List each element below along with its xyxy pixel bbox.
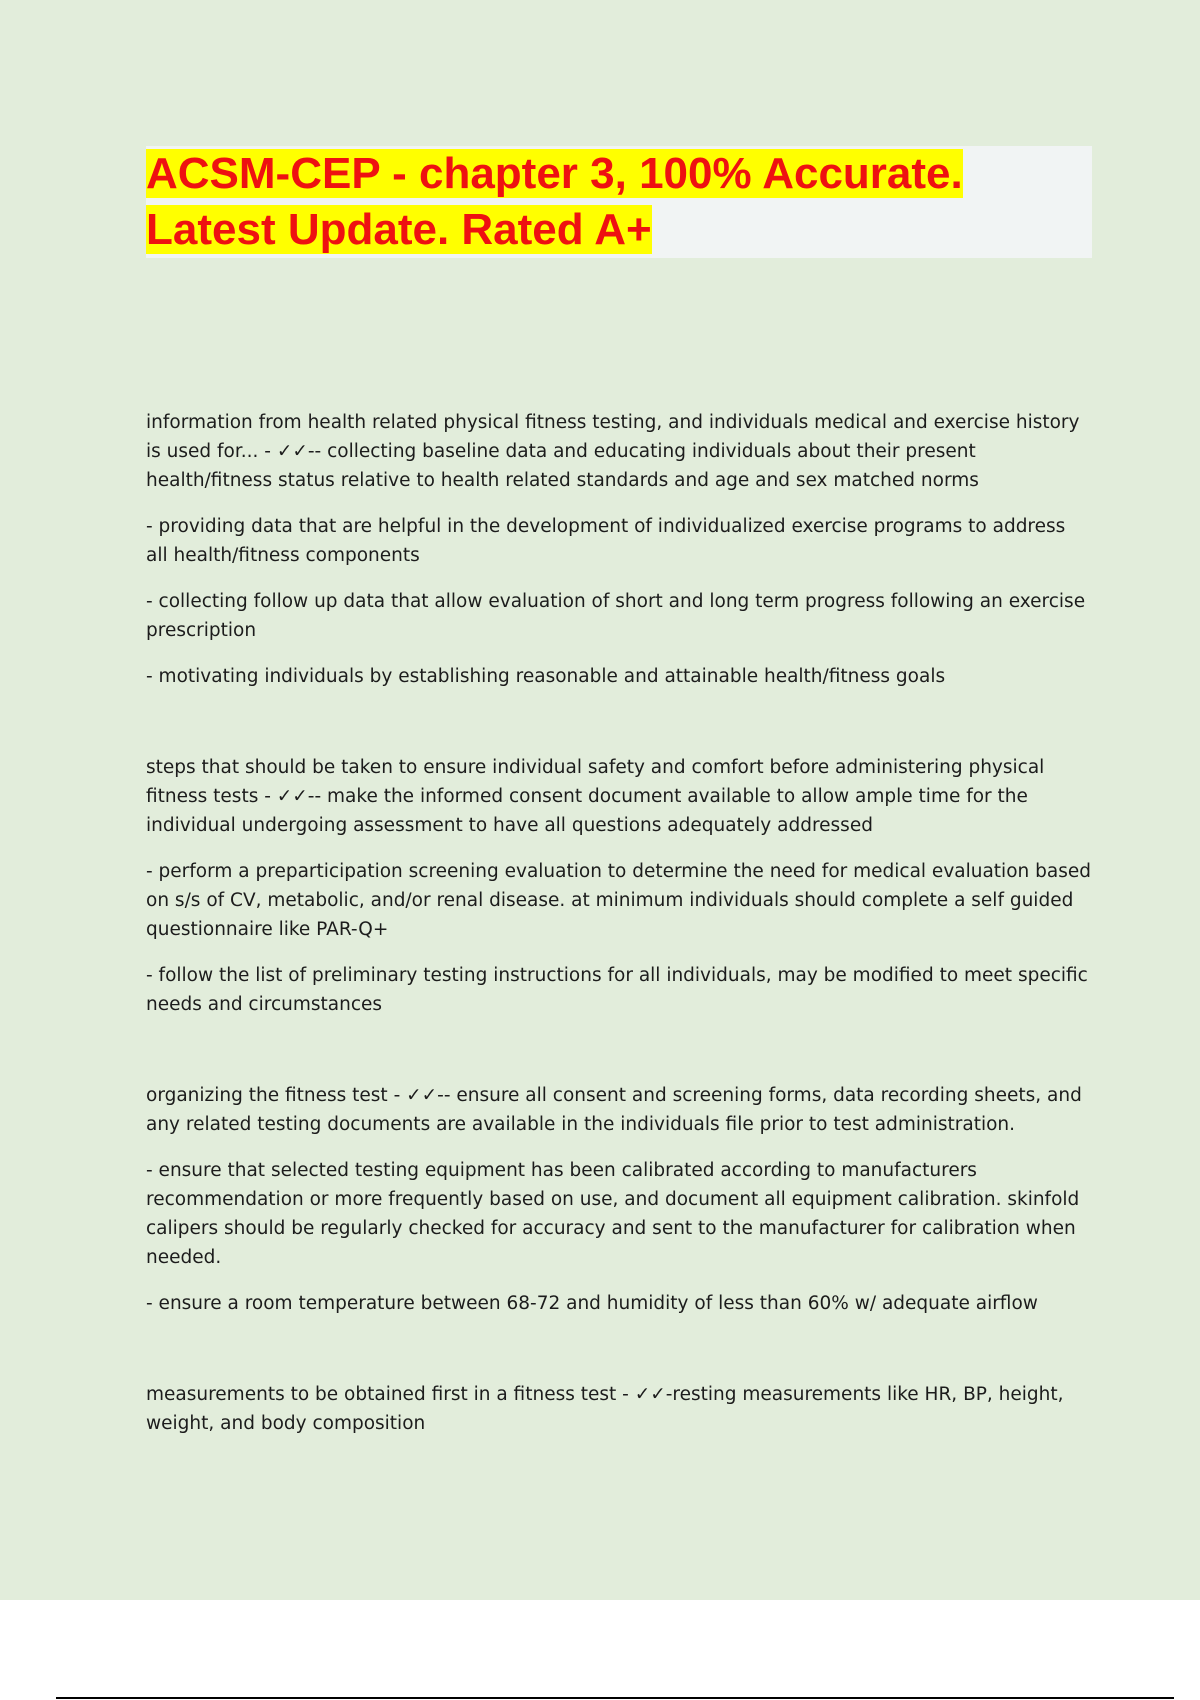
qa-entry xyxy=(146,1380,1092,1438)
qa-entry xyxy=(146,408,1092,691)
check-icon: ✓✓ xyxy=(406,1085,438,1106)
qa-question xyxy=(146,408,1092,495)
qa-question xyxy=(146,1081,1092,1139)
answer-bullet: - providing data that are helpful in the development of individualized exercise programs to address all health/fitness components xyxy=(146,516,1066,566)
question-text: steps that should be taken to ensure individual safety and comfort before administering physical fitness tests - xyxy=(146,757,1045,807)
footer-divider xyxy=(56,1697,1174,1699)
question-text: measurements to be obtained first in a fitness test - xyxy=(146,1384,635,1405)
document-title xyxy=(146,146,1086,258)
question-text: information from health related physical fitness testing, and individuals medical and exercise history is used for... - xyxy=(146,412,1080,462)
document-content xyxy=(146,408,1092,1500)
answer-bullet: - motivating individuals by establishing reasonable and attainable health/fitness goals xyxy=(146,666,946,687)
answer-text: -- collecting baseline data and educating individuals about their present health/fitness status relative to health related standards and age and sex matched norms xyxy=(146,441,979,491)
check-icon: ✓✓ xyxy=(634,1384,666,1405)
qa-entry xyxy=(146,1081,1092,1318)
check-icon: ✓✓ xyxy=(276,786,308,807)
title-line-1: ACSM-CEP - chapter 3, 100% Accurate. xyxy=(146,149,963,198)
answer-text: -- ensure all consent and screening forms, data recording sheets, and any related testing documents are available in the individuals file prior to test administration. xyxy=(146,1085,1082,1135)
answer-bullet: - ensure a room temperature between 68-72 and humidity of less than 60% w/ adequate airflow xyxy=(146,1293,1038,1314)
question-text: organizing the fitness test - xyxy=(146,1085,407,1106)
check-icon: ✓✓ xyxy=(276,441,308,462)
qa-question xyxy=(146,1380,1092,1438)
qa-entry xyxy=(146,753,1092,1019)
answer-bullet: - ensure that selected testing equipment has been calibrated according to manufacturers recommendation or more frequently based on use, and document all equipment calibration. skinfold calipers should be regularly checked for accuracy and sent to the manufacturer for calibration when needed. xyxy=(146,1160,1080,1268)
title-line-2: Latest Update. Rated A+ xyxy=(146,205,652,254)
answer-bullet: - perform a preparticipation screening evaluation to determine the need for medical evaluation based on s/s of CV, metabolic, and/or renal disease. at minimum individuals should complete a self guided questionnaire like PAR-Q+ xyxy=(146,861,1091,940)
qa-question xyxy=(146,753,1092,840)
answer-bullet: - collecting follow up data that allow evaluation of short and long term progress following an exercise prescription xyxy=(146,591,1086,641)
answer-text: -- make the informed consent document available to allow ample time for the individual undergoing assessment to have all questions adequately addressed xyxy=(146,786,1028,836)
answer-text: -resting measurements like HR, BP, height, weight, and body composition xyxy=(146,1384,1064,1434)
answer-bullet: - follow the list of preliminary testing instructions for all individuals, may be modified to meet specific needs and circumstances xyxy=(146,965,1088,1015)
